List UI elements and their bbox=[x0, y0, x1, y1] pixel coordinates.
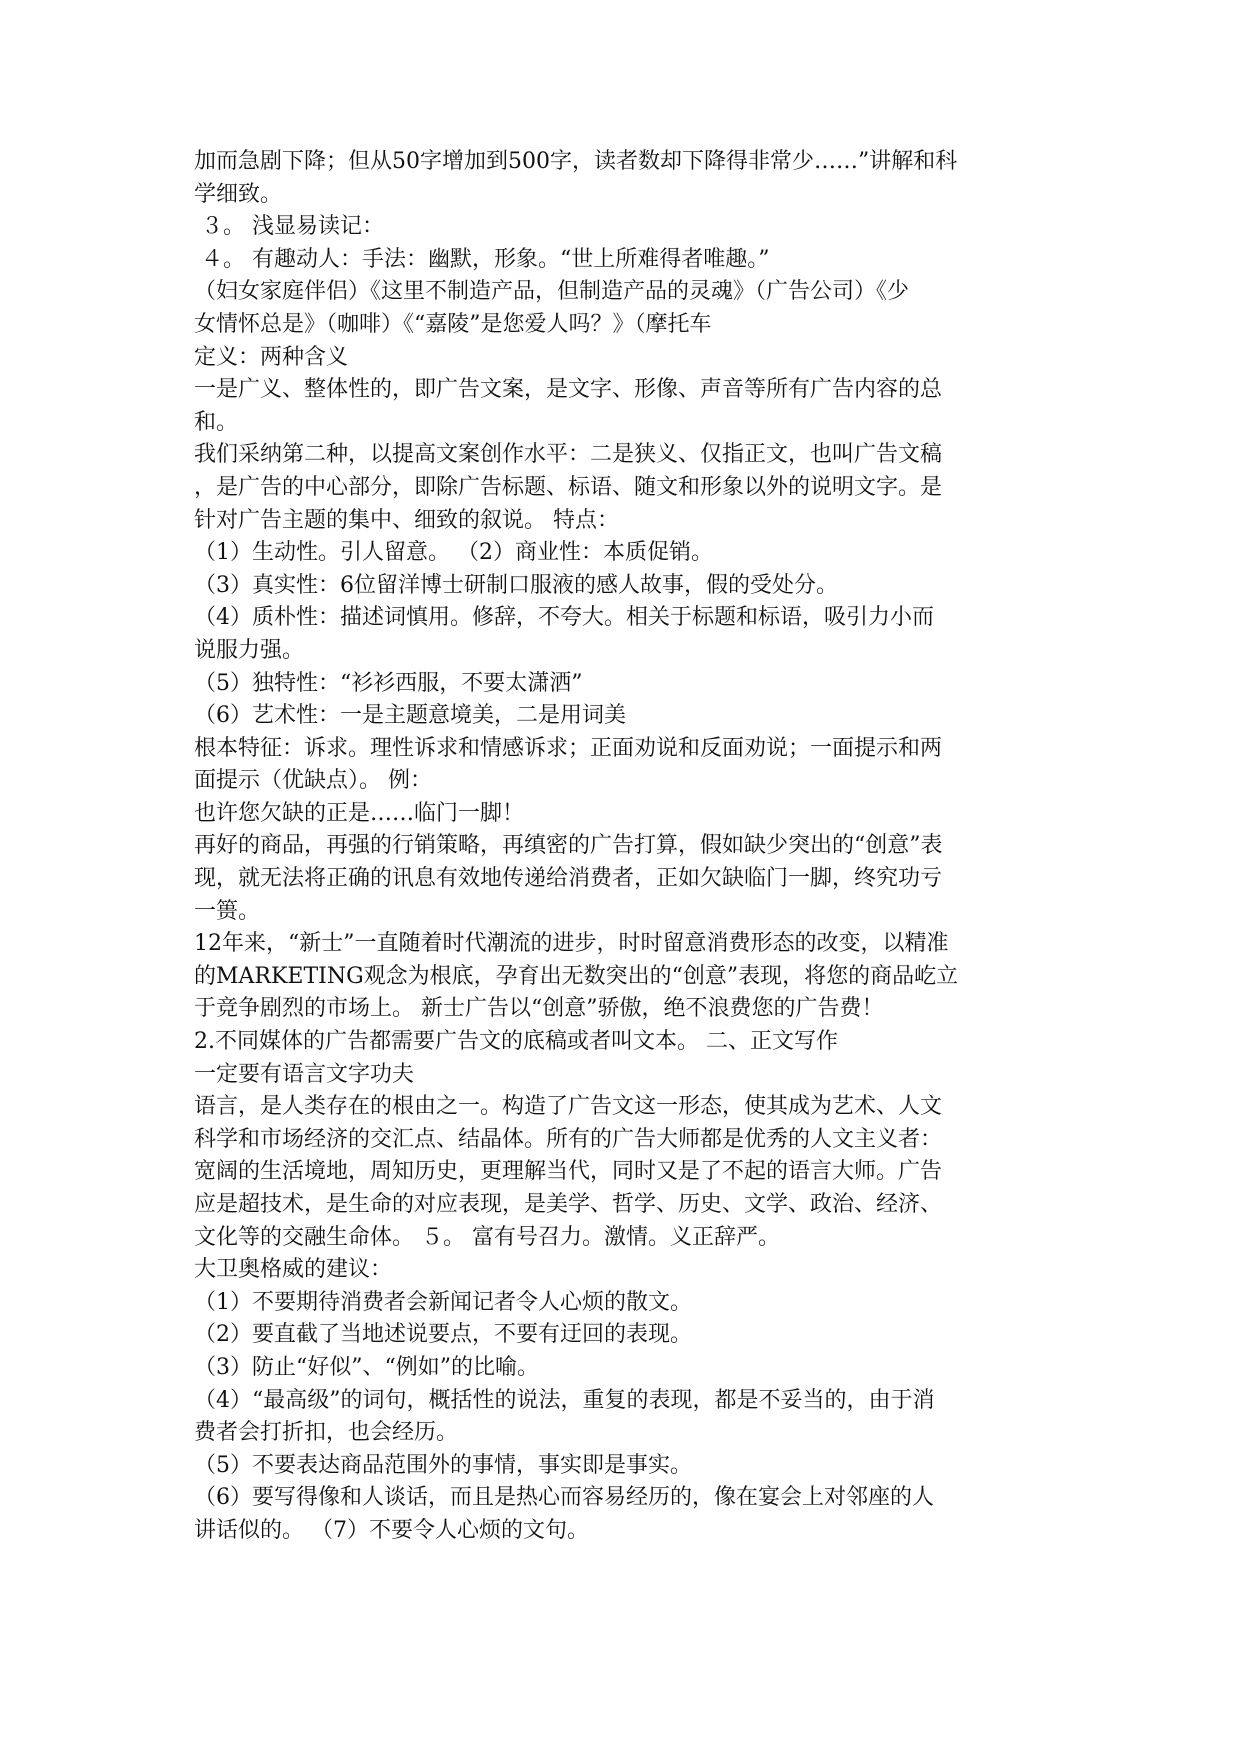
text-line: （3）真实性：6位留洋博士研制口服液的感人故事，假的受处分。 bbox=[194, 572, 838, 598]
text-line: 再好的商品，再强的行销策略，再缜密的广告打算，假如缺少突出的“创意”表 bbox=[194, 833, 943, 859]
text-line: 女情怀总是》（咖啡）《“嘉陵”是您爱人吗？》（摩托车 bbox=[194, 311, 712, 337]
text-line: 面提示（优缺点）。 例： bbox=[194, 768, 432, 794]
text-line: （妇女家庭伴侣）《这里不制造产品，但制造产品的灵魂》（广告公司）《少 bbox=[194, 279, 910, 305]
text-line: 现，就无法将正确的讯息有效地传递给消费者，正如欠缺临门一脚，终究功亏 bbox=[194, 866, 943, 892]
text-line: ３。 浅显易读记： bbox=[194, 214, 384, 240]
text-line: （3）防止“好似”、“例如”的比喻。 bbox=[194, 1354, 539, 1380]
text-line: 学细致。 bbox=[194, 181, 283, 207]
text-line: 语言，是人类存在的根由之一。构造了广告文这一形态，使其成为艺术、人文 bbox=[194, 1094, 943, 1120]
text-line: （1）不要期待消费者会新闻记者令人心烦的散文。 bbox=[194, 1289, 692, 1315]
text-line: （2）要直截了当地述说要点，不要有迂回的表现。 bbox=[194, 1322, 692, 1348]
text-line: 的MARKETING观念为根底，孕育出无数突出的“创意”表现，将您的商品屹立 bbox=[194, 963, 959, 989]
text-line: （1）生动性。引人留意。 （2）商业性：本质促销。 bbox=[194, 540, 713, 566]
body-text bbox=[194, 146, 1054, 1548]
text-line: 根本特征：诉求。理性诉求和情感诉求；正面劝说和反面劝说；一面提示和两 bbox=[194, 735, 943, 761]
text-line: 针对广告主题的集中、细致的叙说。 特点： bbox=[194, 507, 619, 533]
text-line: 大卫奥格威的建议： bbox=[194, 1257, 393, 1283]
text-line: 我们采纳第二种，以提高文案创作水平：二是狭义、仅指正文，也叫广告文稿 bbox=[194, 442, 943, 468]
text-line: 一篑。 bbox=[194, 898, 261, 924]
text-line: 12年来，“新士”一直随着时代潮流的进步，时时留意消费形态的改变，以精准 bbox=[194, 931, 949, 957]
text-line: 也许您欠缺的正是……临门一脚！ bbox=[194, 800, 525, 826]
text-line: （4）质朴性：描述词慎用。修辞，不夸大。相关于标题和标语，吸引力小而 bbox=[194, 605, 934, 631]
text-line: 宽阔的生活境地，周知历史，更理解当代，同时又是了不起的语言大师。广告 bbox=[194, 1159, 943, 1185]
text-line: 一是广义、整体性的，即广告文案，是文字、形像、声音等所有广告内容的总 bbox=[194, 377, 943, 403]
text-line: 一定要有语言文字功夫 bbox=[194, 1061, 415, 1087]
text-line: 讲话似的。 （7）不要令人心烦的文句。 bbox=[194, 1517, 589, 1543]
text-line: 应是超技术，是生命的对应表现，是美学、哲学、历史、文学、政治、经济、 bbox=[194, 1192, 943, 1217]
text-line: 说服力强。 bbox=[194, 637, 305, 663]
text-line: 文化等的交融生命体。 ５。 富有号召力。激情。义正辞严。 bbox=[194, 1224, 780, 1250]
text-line: （5）独特性：“衫衫西服，不要太潇洒” bbox=[194, 670, 583, 696]
text-line: （4）“最高级”的词句，概括性的说法，重复的表现，都是不妥当的，由于消 bbox=[194, 1387, 935, 1413]
text-line: 和。 bbox=[194, 409, 239, 435]
text-line: 加而急剧下降；但从50字增加到500字，读者数却下降得非常少……”讲解和科 bbox=[194, 149, 958, 174]
text-line: 于竞争剧烈的市场上。 新士广告以“创意”骄傲，绝不浪费您的广告费！ bbox=[194, 996, 884, 1022]
text-line: 定义：两种含义 bbox=[194, 344, 349, 370]
text-line: ，是广告的中心部分，即除广告标题、标语、随文和形象以外的说明文字。是 bbox=[194, 474, 943, 500]
text-line: ４。 有趣动人：手法：幽默，形象。“世上所难得者唯趣。” bbox=[194, 246, 770, 272]
text-line: （6）艺术性：一是主题意境美，二是用词美 bbox=[194, 703, 626, 729]
text-line: （6）要写得像和人谈话，而且是热心而容易经历的，像在宴会上对邻座的人 bbox=[194, 1485, 934, 1511]
text-line: （5）不要表达商品范围外的事情，事实即是事实。 bbox=[194, 1452, 692, 1478]
text-line: 2.不同媒体的广告都需要广告文的底稿或者叫文本。 二、正文写作 bbox=[194, 1029, 838, 1055]
text-line: 科学和市场经济的交汇点、结晶体。所有的广告大师都是优秀的人文主义者： bbox=[194, 1126, 943, 1152]
text-line: 费者会打折扣，也会经历。 bbox=[194, 1420, 459, 1446]
